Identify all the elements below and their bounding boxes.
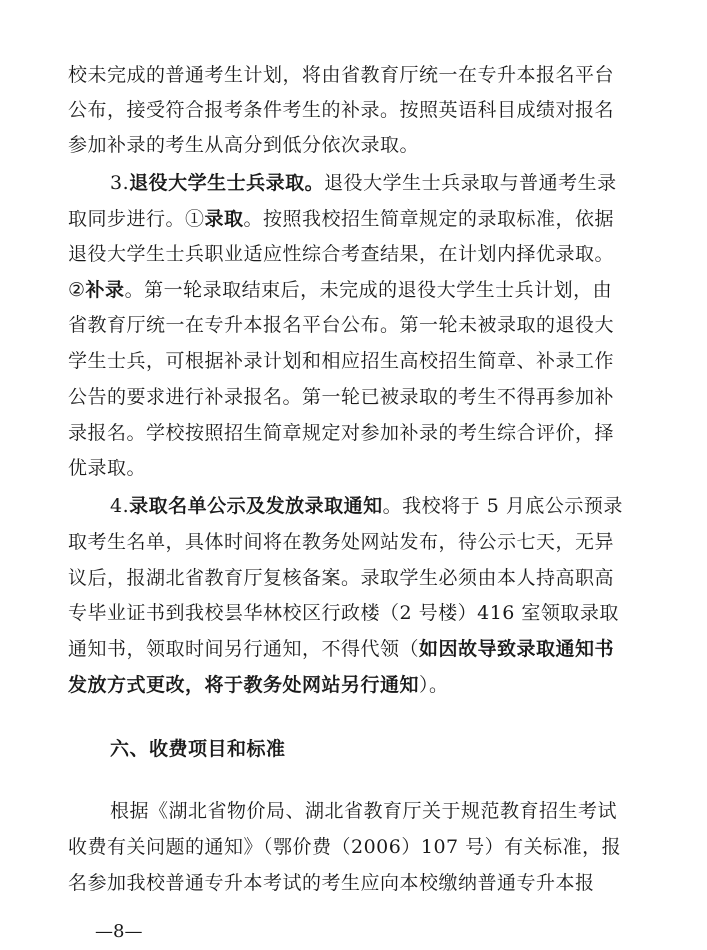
text-line-5: 取同步进行。①录取。按照我校招生简章规定的录取标准，依据 <box>68 208 615 230</box>
text-line-14: 取考生名单，具体时间将在教务处网站发布，待公示七天，无异 <box>68 531 615 553</box>
section-heading-fees: 六、收费项目和标准 <box>110 738 286 760</box>
section-4-title: 录取名单公示及发放录取通知 <box>129 495 383 517</box>
text-line-20: 收费有关问题的通知》（鄂价费（2006）107 号）有关标准，报 <box>68 836 622 858</box>
text-line-10: 公告的要求进行补录报名。第一轮已被录取的考生不得再参加补 <box>68 386 615 408</box>
text-line-16: 专毕业证书到我校昙华林校区行政楼（2 号楼）416 室领取录取 <box>68 602 619 624</box>
notice-bold-2: 发放方式更改，将于教务处网站另行通知 <box>68 674 420 696</box>
text-line-12: 优录取。 <box>68 457 147 479</box>
text-line-15: 议后，报湖北省教育厅复核备案。录取学生必须由本人持高职高 <box>68 567 615 589</box>
text-line-8: 省教育厅统一在专升本报名平台公布。第一轮未被录取的退役大 <box>68 314 615 336</box>
text-line-7: ②补录。第一轮录取结束后，未完成的退役大学生士兵计划，由 <box>68 279 613 301</box>
text-line-4: 3.退役大学生士兵录取。退役大学生士兵录取与普通考生录 <box>110 172 617 194</box>
text-line-9: 学生士兵，可根据补录计划和相应招生高校招生简章、补录工作 <box>68 350 615 372</box>
section-3-title: 退役大学生士兵录取。 <box>129 172 325 194</box>
text-line-6: 退役大学生士兵职业适应性综合考查结果，在计划内择优录取。 <box>68 243 615 265</box>
label-supplementary: 补录 <box>85 279 125 301</box>
text-line-18: 发放方式更改，将于教务处网站另行通知）。 <box>68 674 449 696</box>
text-line-1: 校未完成的普通考生计划，将由省教育厅统一在专升本报名平台 <box>68 64 615 86</box>
text-line-11: 录报名。学校按照招生简章规定对参加补录的考生综合评价，择 <box>68 422 615 444</box>
notice-bold-1: 如因故导致录取通知书 <box>419 638 615 660</box>
text-line-19: 根据《湖北省物价局、湖北省教育厅关于规范教育招生考试 <box>110 800 618 822</box>
page-number: —8— <box>95 921 143 942</box>
text-line-2: 公布，接受符合报考条件考生的补录。按照英语科目成绩对报名 <box>68 99 615 121</box>
text-line-17: 通知书，领取时间另行通知，不得代领（如因故导致录取通知书 <box>68 638 615 660</box>
text-line-3: 参加补录的考生从高分到低分依次录取。 <box>68 134 420 156</box>
text-line-13: 4.录取名单公示及发放录取通知。我校将于 5 月底公示预录 <box>110 495 623 517</box>
label-admission: 录取 <box>204 208 244 230</box>
text-line-21: 名参加我校普通专升本考试的考生应向本校缴纳普通专升本报 <box>68 872 595 894</box>
